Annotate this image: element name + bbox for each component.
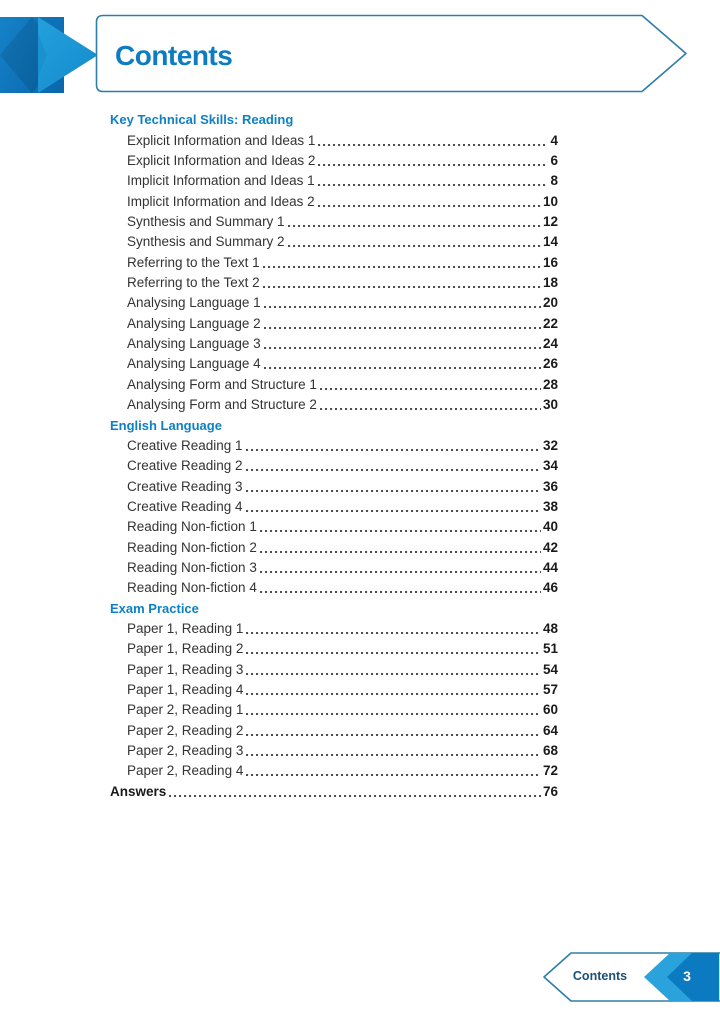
- toc-entry-0-11: [110, 352, 558, 372]
- toc-page-number: 14: [542, 234, 558, 250]
- toc-entry-label: Reading Non-fiction 3: [127, 559, 257, 575]
- dotted-leader: [246, 449, 541, 451]
- toc-entry-1-7: [110, 576, 558, 596]
- toc-entry-0-10: [110, 332, 558, 352]
- dotted-leader: [260, 571, 541, 573]
- toc-page-number: 54: [542, 661, 558, 677]
- toc-page-number: 64: [542, 722, 558, 738]
- toc-section-heading: Key Technical Skills: Reading: [110, 112, 294, 128]
- toc-entry-2-4: [110, 698, 558, 718]
- toc-entry-label: Analysing Form and Structure 2: [127, 397, 317, 413]
- toc-entry-label: Referring to the Text 1: [127, 254, 260, 270]
- toc-entry-label: Implicit Information and Ideas 2: [127, 193, 315, 209]
- toc-page-number: 6: [550, 153, 558, 169]
- dotted-leader: [288, 245, 541, 247]
- toc-entry-answers: [110, 779, 558, 799]
- toc-page-number: 68: [542, 743, 558, 758]
- toc-page-number: 76: [542, 783, 558, 799]
- dotted-leader: [318, 184, 549, 186]
- toc-section-heading: English Language: [110, 417, 222, 433]
- dotted-leader: [246, 713, 541, 715]
- toc-page-number: 57: [542, 681, 558, 697]
- toc-entry-1-2: [110, 474, 558, 494]
- toc-entry-label: Synthesis and Summary 1: [127, 214, 285, 230]
- toc-entry-0-13: [110, 393, 558, 413]
- dotted-leader: [246, 469, 541, 471]
- toc-entry-label: Paper 1, Reading 2: [127, 641, 244, 657]
- toc-page-number: 24: [542, 336, 558, 352]
- toc-entry-label: Paper 1, Reading 1: [127, 620, 244, 636]
- dotted-leader: [246, 774, 541, 776]
- dotted-leader: [246, 652, 541, 654]
- dotted-leader: [246, 510, 541, 512]
- toc-page-number: 20: [542, 295, 558, 311]
- toc-entry-label: Creative Reading 3: [127, 478, 243, 494]
- toc-page-number: 18: [542, 275, 558, 291]
- toc-page-number: 46: [542, 580, 558, 596]
- toc-entry-1-3: [110, 495, 558, 515]
- toc-section-heading: Exam Practice: [110, 600, 199, 616]
- toc-entry-label: Paper 1, Reading 3: [127, 661, 244, 677]
- header-arrow-icon: [38, 17, 98, 93]
- toc-entry-0-6: [110, 250, 558, 270]
- toc-entry-label: Paper 2, Reading 1: [127, 702, 244, 718]
- toc-page-number: 22: [542, 315, 558, 331]
- dotted-leader: [246, 632, 541, 634]
- dotted-leader: [264, 306, 541, 308]
- toc-entry-0-7: [110, 271, 558, 291]
- dotted-leader: [264, 347, 541, 349]
- toc-page-number: 34: [542, 458, 558, 474]
- dotted-leader: [169, 795, 541, 797]
- toc-entry-label: Answers: [110, 783, 167, 799]
- toc-entry-label: Reading Non-fiction 2: [127, 539, 257, 555]
- toc-entry-label: Referring to the Text 2: [127, 275, 260, 291]
- toc-page-number: 48: [542, 620, 558, 636]
- toc-entry-label: Synthesis and Summary 2: [127, 234, 285, 250]
- toc-entry-label: Analysing Language 2: [127, 315, 261, 331]
- dotted-leader: [246, 490, 541, 492]
- toc-entry-0-4: [110, 210, 558, 230]
- toc-page-number: 8: [550, 173, 558, 189]
- toc-entry-2-0: [110, 617, 558, 637]
- toc-page-number: 40: [542, 519, 558, 535]
- toc-entry-2-3: [110, 678, 558, 698]
- toc-page-number: 16: [542, 254, 558, 270]
- toc-page-number: 26: [542, 356, 558, 372]
- toc-entry-2-7: [110, 759, 558, 779]
- dotted-leader: [320, 408, 541, 410]
- dotted-leader: [320, 388, 541, 390]
- toc-page-number: 38: [542, 498, 558, 514]
- toc-entry-1-6: [110, 556, 558, 576]
- toc-page-number: 72: [542, 763, 558, 779]
- toc-page-number: 32: [542, 437, 558, 453]
- dotted-leader: [318, 164, 548, 166]
- page-title: Contents: [115, 40, 233, 71]
- toc-entry-label: Explicit Information and Ideas 2: [127, 153, 316, 169]
- toc-entry-label: Analysing Language 1: [127, 295, 261, 311]
- toc-entry-label: Reading Non-fiction 4: [127, 580, 257, 596]
- footer-section-label: Contents: [572, 969, 628, 983]
- table-of-contents: [110, 108, 558, 800]
- toc-page-number: 44: [542, 559, 558, 575]
- toc-page-number: 51: [542, 641, 558, 657]
- toc-page-number: 4: [550, 132, 558, 148]
- toc-entry-label: Paper 2, Reading 4: [127, 763, 244, 779]
- toc-entry-1-4: [110, 515, 558, 535]
- dotted-leader: [288, 225, 541, 227]
- dotted-leader: [260, 591, 541, 593]
- dotted-leader: [260, 530, 541, 532]
- toc-entry-2-6: [110, 739, 558, 759]
- footer-page-number: 3: [683, 968, 691, 984]
- toc-entry-label: Paper 1, Reading 4: [127, 681, 244, 697]
- dotted-leader: [318, 205, 541, 207]
- toc-entry-0-12: [110, 372, 558, 392]
- dotted-leader: [246, 754, 541, 756]
- dotted-leader: [246, 734, 541, 736]
- dotted-leader: [260, 551, 541, 553]
- toc-page-number: 42: [542, 539, 558, 555]
- dotted-leader: [263, 286, 541, 288]
- dotted-leader: [264, 327, 541, 329]
- dotted-leader: [246, 693, 541, 695]
- toc-page-number: 12: [542, 214, 558, 230]
- toc-entry-0-0: [110, 128, 558, 148]
- toc-page-number: 10: [542, 193, 558, 209]
- toc-page-number: 60: [542, 702, 558, 718]
- toc-entry-label: Implicit Information and Ideas 1: [127, 173, 315, 189]
- toc-entry-1-1: [110, 454, 558, 474]
- toc-entry-0-5: [110, 230, 558, 250]
- toc-entry-0-2: [110, 169, 558, 189]
- toc-page-number: 36: [542, 478, 558, 494]
- toc-entry-label: Paper 2, Reading 2: [127, 722, 244, 738]
- toc-entry-0-1: [110, 149, 558, 169]
- toc-entry-2-2: [110, 657, 558, 677]
- toc-page-number: 30: [542, 397, 558, 413]
- toc-entry-label: Analysing Form and Structure 1: [127, 376, 317, 392]
- toc-entry-1-5: [110, 535, 558, 555]
- toc-entry-0-3: [110, 189, 558, 209]
- toc-entry-0-8: [110, 291, 558, 311]
- toc-entry-2-1: [110, 637, 558, 657]
- toc-entry-label: Analysing Language 3: [127, 336, 261, 352]
- toc-entry-1-0: [110, 434, 558, 454]
- toc-entry-label: Creative Reading 1: [127, 437, 243, 453]
- toc-entry-label: Explicit Information and Ideas 1: [127, 132, 316, 148]
- toc-entry-label: Reading Non-fiction 1: [127, 519, 257, 535]
- dotted-leader: [263, 266, 541, 268]
- toc-entry-2-5: [110, 718, 558, 738]
- dotted-leader: [246, 673, 541, 675]
- toc-entry-label: Paper 2, Reading 3: [127, 743, 244, 758]
- toc-entry-0-9: [110, 311, 558, 331]
- dotted-leader: [264, 367, 541, 369]
- toc-page-number: 28: [542, 376, 558, 392]
- dotted-leader: [318, 144, 548, 146]
- toc-entry-label: Creative Reading 4: [127, 498, 243, 514]
- toc-entry-label: Creative Reading 2: [127, 458, 243, 474]
- toc-entry-label: Analysing Language 4: [127, 356, 261, 372]
